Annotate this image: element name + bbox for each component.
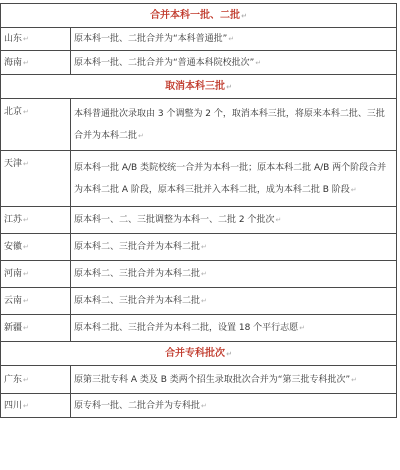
table-row — [1, 207, 397, 234]
province-cell: 河南↵ — [1, 261, 71, 288]
description-cell: 原专科一批、二批合并为专科批↵ — [71, 394, 397, 418]
section-header-row — [1, 342, 397, 366]
description-cell: 原本科一批 A/B 类院校统一合并为本科一批；原本本科二批 A/B 两个阶段合并为本科二批 A 阶段，原本科三批并入本科二批，成为本科二批 B 阶段↵ — [71, 151, 397, 207]
description-cell: 原本科一、二、三批调整为本科一、二批 2 个批次↵ — [71, 207, 397, 234]
table-row — [1, 28, 397, 51]
province-cell: 新疆↵ — [1, 315, 71, 342]
description-cell: 原本科二、三批合并为本科二批↵ — [71, 261, 397, 288]
section-title: 取消本科三批↵ — [1, 75, 397, 99]
province-cell: 四川↵ — [1, 394, 71, 418]
section-title: 合并专科批次↵ — [1, 342, 397, 366]
description-cell: 原本科一批、二批合并为“本科普通批”↵ — [71, 28, 397, 51]
description-cell: 原本科二、三批合并为本科二批↵ — [71, 288, 397, 315]
table-row — [1, 99, 397, 151]
description-cell: 原第三批专科 A 类及 B 类两个招生录取批次合并为“第三批专科批次”↵ — [71, 366, 397, 394]
province-cell: 北京↵ — [1, 99, 71, 151]
description-cell: 本科普通批次录取由 3 个调整为 2 个，取消本科三批，将原来本科二批、三批合并为本科二批↵ — [71, 99, 397, 151]
province-cell: 云南↵ — [1, 288, 71, 315]
table-row — [1, 51, 397, 75]
section-header-row — [1, 75, 397, 99]
description-cell: 原本科二、三批合并为本科二批↵ — [71, 234, 397, 261]
province-cell: 山东↵ — [1, 28, 71, 51]
admission-batch-table — [0, 3, 397, 418]
table-row — [1, 234, 397, 261]
province-cell: 海南↵ — [1, 51, 71, 75]
table-row — [1, 315, 397, 342]
description-cell: 原本科一批、二批合并为“普通本科院校批次”↵ — [71, 51, 397, 75]
province-cell: 安徽↵ — [1, 234, 71, 261]
section-header-row — [1, 4, 397, 28]
province-cell: 广东↵ — [1, 366, 71, 394]
table-row — [1, 151, 397, 207]
table-row — [1, 394, 397, 418]
section-title: 合并本科一批、二批↵ — [1, 4, 397, 28]
province-cell: 江苏↵ — [1, 207, 71, 234]
table-row — [1, 366, 397, 394]
description-cell: 原本科二批、三批合并为本科二批，设置 18 个平行志愿↵ — [71, 315, 397, 342]
table-row — [1, 288, 397, 315]
province-cell: 天津↵ — [1, 151, 71, 207]
table-row — [1, 261, 397, 288]
